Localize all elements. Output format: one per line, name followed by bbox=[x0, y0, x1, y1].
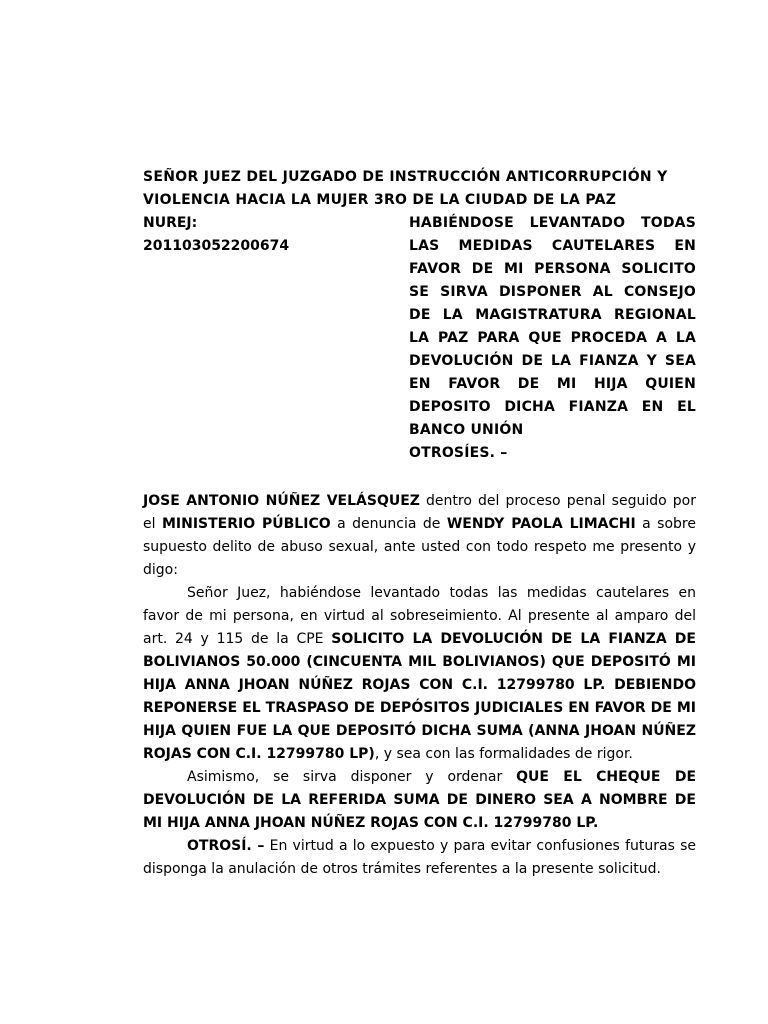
summary-line: FAVOR DE MI PERSONA SOLICITO bbox=[409, 261, 696, 277]
paragraph-otrosi bbox=[143, 835, 696, 881]
nurej-number: 201103052200674 bbox=[143, 238, 290, 254]
petition-summary bbox=[409, 212, 696, 465]
summary-line: BANCO UNIÓN bbox=[409, 422, 524, 438]
paragraph-text: a denuncia de bbox=[330, 516, 447, 532]
summary-line: LAS MEDIDAS CAUTELARES EN bbox=[409, 238, 696, 254]
paragraph-text: dentro del proceso penal seguido por el bbox=[143, 493, 696, 532]
summary-line: DEVOLUCIÓN DE LA FIANZA Y SEA bbox=[409, 353, 696, 369]
otrosi-label: OTROSÍ. – bbox=[187, 838, 265, 854]
complainant-name: WENDY PAOLA LIMACHI bbox=[446, 516, 636, 532]
document-body bbox=[143, 490, 696, 881]
paragraph-request bbox=[143, 582, 696, 766]
summary-line: DEPOSITO DICHA FIANZA EN EL bbox=[409, 399, 696, 415]
paragraph-text: En virtud a lo expuesto y para evitar confusiones futuras se disponga la anulación de otros trámites referentes a la presente solicitud. bbox=[143, 838, 696, 877]
summary-line: DE LA MAGISTRATURA REGIONAL bbox=[409, 307, 696, 323]
court-header bbox=[143, 166, 696, 212]
ministerio-publico: MINISTERIO PÚBLICO bbox=[161, 516, 331, 532]
summary-otrosies: OTROSÍES. – bbox=[409, 445, 508, 461]
paragraph-text: a sobre supuesto delito de abuso sexual, ante usted con todo respeto me presento y digo: bbox=[143, 516, 696, 578]
petitioner-name: JOSE ANTONIO NÚÑEZ VELÁSQUEZ bbox=[143, 493, 420, 509]
paragraph-introduction bbox=[143, 490, 696, 582]
summary-line: HABIÉNDOSE LEVANTADO TODAS bbox=[409, 215, 696, 231]
document-content bbox=[143, 166, 696, 881]
summary-line: EN FAVOR DE MI HIJA QUIEN bbox=[409, 376, 696, 392]
paragraph-text: , y sea con las formalidades de rigor. bbox=[374, 746, 633, 762]
court-header-line-1: SEÑOR JUEZ DEL JUZGADO DE INSTRUCCIÓN ANTICORRUPCIÓN Y bbox=[143, 169, 668, 185]
nurej-label: NUREJ: bbox=[143, 215, 198, 231]
summary-line: LA PAZ PARA QUE PROCEDA A LA bbox=[409, 330, 696, 346]
nurej-block bbox=[143, 212, 383, 465]
paragraph-cheque bbox=[143, 766, 696, 835]
paragraph-text: Asimismo, se sirva disponer y ordenar bbox=[187, 769, 517, 785]
request-bold-text: SOLICITO LA DEVOLUCIÓN DE LA FIANZA DE BOLIVIANOS 50.000 (CINCUENTA MIL BOLIVIANOS) QUE DEPOSITÓ MI HIJA ANNA JHOAN NÚÑEZ ROJAS CON C.I. 12799780 LP. DEBIENDO REPONERSE EL TRASPASO DE DEPÓSITOS JUDICIALES EN FAVOR DE MI HIJA QUIEN FUE LA QUE DEPOSITÓ DICHA SUMA (ANNA JHOAN NÚÑEZ ROJAS CON C.I. 12799780 LP) bbox=[143, 631, 696, 762]
summary-line: SE SIRVA DISPONER AL CONSEJO bbox=[409, 284, 696, 300]
paragraph-text: Señor Juez, habiéndose levantado todas las medidas cautelares en favor de mi persona, en virtud al sobreseimiento. Al presente al amparo del art. 24 y 115 de la CPE bbox=[143, 585, 696, 647]
cheque-bold-text: QUE EL CHEQUE DE DEVOLUCIÓN DE LA REFERIDA SUMA DE DINERO SEA A NOMBRE DE MI HIJA ANNA JHOAN NÚÑEZ ROJAS CON C.I. 12799780 LP. bbox=[143, 769, 697, 831]
case-summary-row bbox=[143, 212, 696, 465]
court-header-line-2: VIOLENCIA HACIA LA MUJER 3RO DE LA CIUDAD DE LA PAZ bbox=[143, 192, 617, 208]
